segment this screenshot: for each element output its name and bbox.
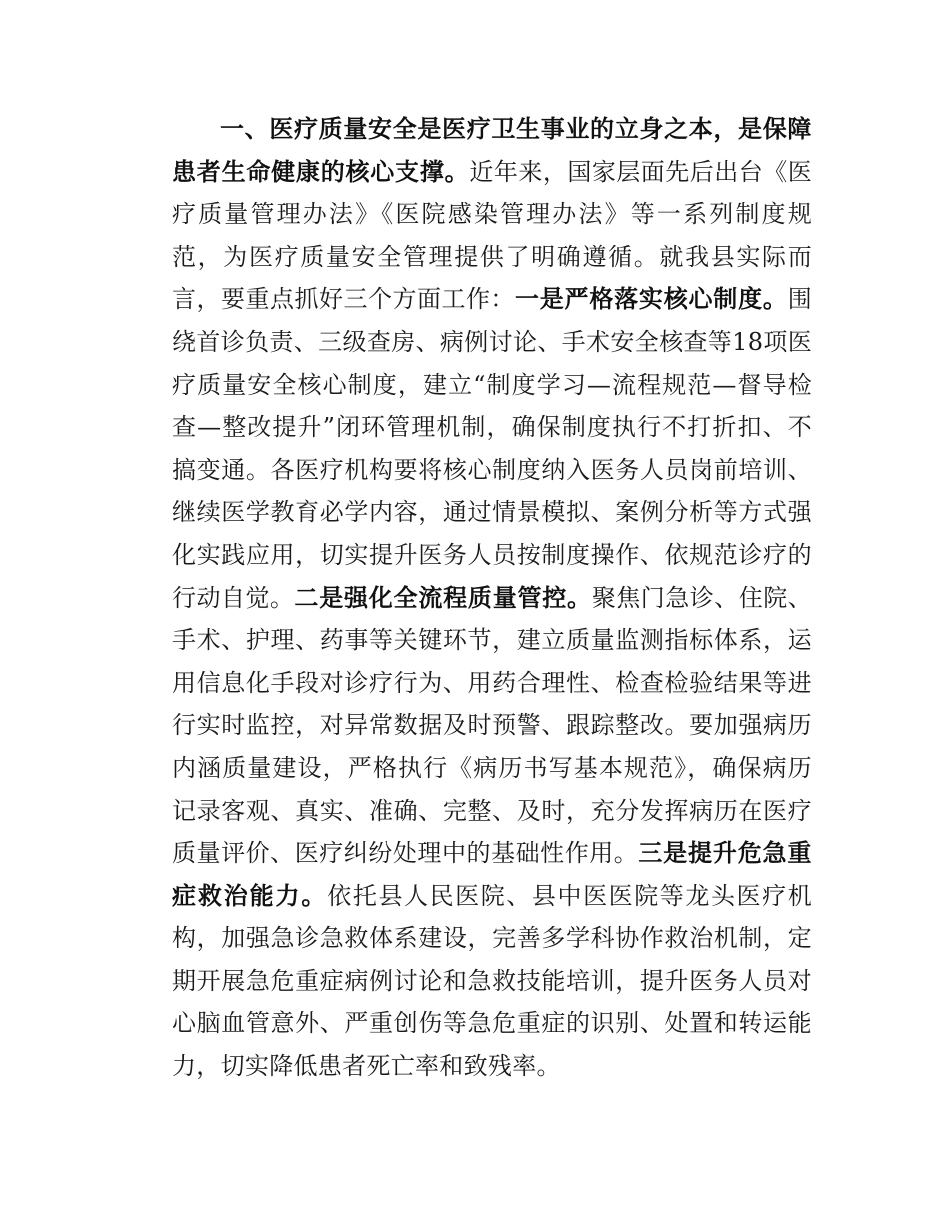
point-2-title: 二是强化全流程质量管控。 bbox=[294, 583, 592, 612]
intro-text: 近年来，国家层面先后出台《医疗质量管理办法》《医院感染管理办法》等一系列制度规范，为医疗质量安全管理提供了明确遵循。就我县实际而言，要重点抓好三个方面工作： bbox=[172, 157, 812, 314]
point-1-body: 围绕首诊负责、三级查房、病例讨论、手术安全核查等18项医疗质量安全核心制度，建立“制度学习—流程规范—督导检查—整改提升”闭环管理机制，确保制度执行不打折扣、不搞变通。各医疗机构要将核心制度纳入医务人员岗前培训、继续医学教育必学内容，通过情景模拟、案例分析等方式强化实践应用，切实提升医务人员按制度操作、依规范诊疗的行动自觉。 bbox=[172, 285, 812, 612]
point-3-title: 三是提升危急重症救治能力。 bbox=[172, 839, 813, 910]
point-3-body: 依托县人民医院、县中医医院等龙头医疗机构，加强急诊急救体系建设，完善多学科协作救治机制，定期开展急危重症病例讨论和急救技能培训，提升医务人员对心脑血管意外、严重创伤等急危重症的识别、处置和转运能力，切实降低患者死亡率和致残率。 bbox=[172, 881, 812, 1081]
section-heading: 一、医疗质量安全是医疗卫生事业的立身之本，是保障患者生命健康的核心支撑。 bbox=[172, 115, 812, 186]
body-paragraph bbox=[172, 108, 812, 1088]
point-2-body: 聚焦门急诊、住院、手术、护理、药事等关键环节，建立质量监测指标体系，运用信息化手段对诊疗行为、用药合理性、检查检验结果等进行实时监控，对异常数据及时预警、跟踪整改。要加强病历内涵质量建设，严格执行《病历书写基本规范》，确保病历记录客观、真实、准确、完整、及时，充分发挥病历在医疗质量评价、医疗纠纷处理中的基础性作用。 bbox=[172, 583, 812, 868]
point-1-title: 一是严格落实核心制度。 bbox=[514, 285, 788, 314]
